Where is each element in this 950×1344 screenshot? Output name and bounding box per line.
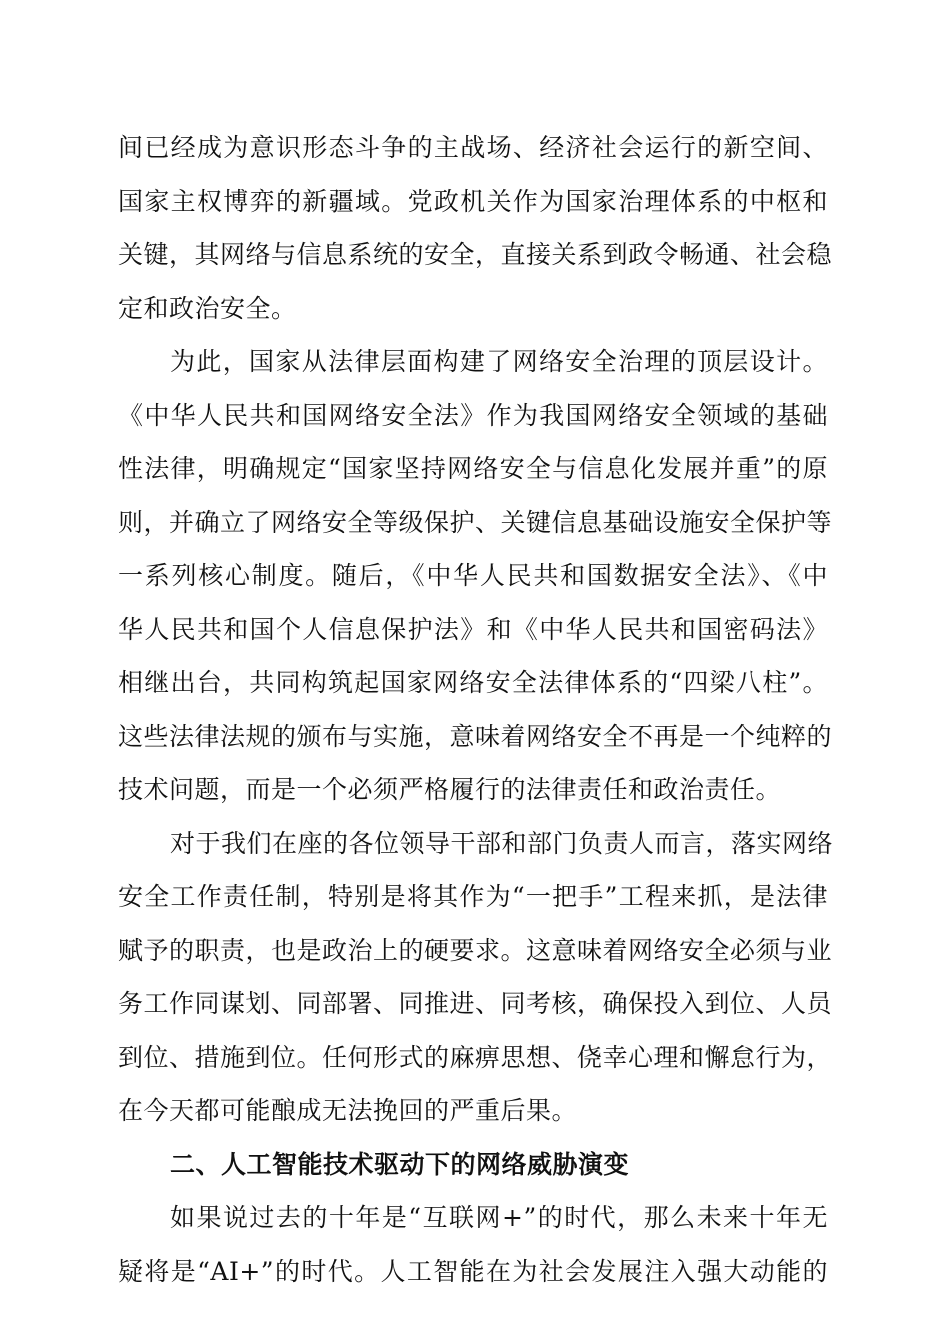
document-body — [118, 121, 834, 1298]
text-line: 对于我们在座的各位领导干部和部门负责人而言，落实网络 — [170, 828, 834, 858]
paragraph-legal-framework — [118, 335, 833, 817]
text-line: 这些法律法规的颁布与实施，意味着网络安全不再是一个纯粹的 — [118, 721, 833, 751]
text-line: 国家主权博弈的新疆域。党政机关作为国家治理体系的中枢和 — [118, 186, 828, 216]
text-line: 到位、措施到位。任何形式的麻痹思想、侥幸心理和懈怠行为， — [118, 1042, 833, 1072]
text-line: 疑将是“AI+”的时代。人工智能在为社会发展注入强大动能的 — [118, 1256, 828, 1286]
text-line: 则，并确立了网络安全等级保护、关键信息基础设施安全保护等 — [118, 507, 833, 537]
text-line: 如果说过去的十年是“互联网+”的时代，那么未来十年无 — [170, 1203, 828, 1232]
paragraph-ai-era — [118, 1191, 828, 1298]
text-line: 技术问题，而是一个必须严格履行的法律责任和政治责任。 — [118, 775, 782, 804]
text-line: 为此，国家从法律层面构建了网络安全治理的顶层设计。 — [170, 347, 828, 376]
text-line: 《中华人民共和国网络安全法》作为我国网络安全领域的基础 — [118, 400, 828, 430]
text-line: 间已经成为意识形态斗争的主战场、经济社会运行的新空间、 — [118, 133, 828, 162]
text-line: 在今天都可能酿成无法挽回的严重后果。 — [118, 1096, 578, 1125]
paragraph-responsibility — [118, 817, 834, 1138]
text-line: 一系列核心制度。随后，《中华人民共和国数据安全法》、《中 — [118, 561, 828, 590]
text-line: 关键，其网络与信息系统的安全，直接关系到政令畅通、社会稳 — [118, 240, 833, 269]
text-line: 务工作同谋划、同部署、同推进、同考核，确保投入到位、人员 — [118, 989, 833, 1018]
text-line: 赋予的职责，也是政治上的硬要求。这意味着网络安全必须与业 — [118, 935, 833, 965]
paragraph-continuation — [118, 121, 833, 335]
section-heading: 二、人工智能技术驱动下的网络威胁演变 — [170, 1149, 630, 1179]
text-line: 安全工作责任制，特别是将其作为“一把手”工程来抓，是法律 — [118, 882, 828, 911]
text-line: 相继出台，共同构筑起国家网络安全法律体系的“四梁八柱”。 — [118, 668, 828, 697]
text-line: 定和政治安全。 — [118, 293, 297, 323]
text-line: 性法律，明确规定“国家坚持网络安全与信息化发展并重”的原 — [118, 454, 828, 483]
text-line: 华人民共和国个人信息保护法》和《中华人民共和国密码法》 — [118, 614, 828, 644]
